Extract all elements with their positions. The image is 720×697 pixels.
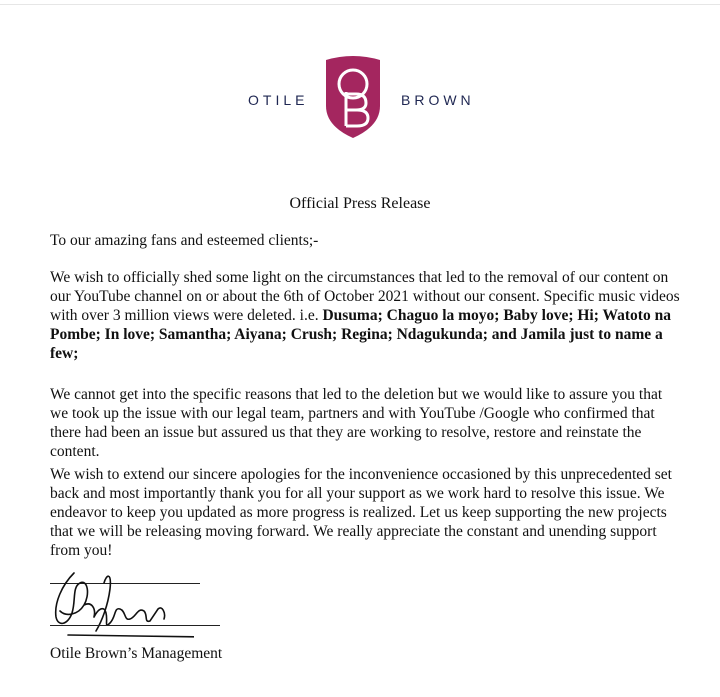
paragraph-1-text: We wish to officially shed some light on the circumstances that led to the removal of our content on our YouTube channel on or about the 6th of October 2021 without our consent. Specific music videos with over 3 million views were deleted. i.e. (50, 269, 680, 324)
deleted-videos-list: Dusuma; Chaguo la moyo; Baby love; Hi; Watoto na Pombe; In love; Samantha; Aiyana; Crush; Regina; Ndagukunda; and Jamila just to name a few; (50, 307, 671, 362)
paragraph-2: We cannot get into the specific reasons that led to the deletion but we would like to assure you that we took up the issue with our legal team, partners and with YouTube /Google who confirmed that there had been an issue but assured us that they are working to resolve, restore and reinstate the content. (50, 386, 663, 460)
signoff: Otile Brown’s Management (50, 645, 223, 662)
brand-logo (0, 50, 720, 150)
logo-word-left: OTILE (248, 92, 309, 108)
ob-shield-logo-icon (324, 54, 382, 140)
top-divider (0, 4, 720, 5)
handwritten-signature (44, 565, 194, 640)
paragraph-1 (50, 268, 680, 363)
logo-word-right: BROWN (401, 92, 475, 108)
signature-line (50, 625, 220, 626)
paragraph-3: We wish to extend our sincere apologies for the inconvenience occasioned by this unprecedented set back and most importantly thank you for all your support as we work hard to resolve this issue. We endeavor to keep you updated as more progress is realized. Let us keep supporting the new projects that we will be releasing moving forward. We really appreciate the constant and unending support from you! (50, 466, 672, 559)
greeting: To our amazing fans and esteemed clients;- (50, 232, 319, 249)
document-title: Official Press Release (289, 195, 431, 212)
